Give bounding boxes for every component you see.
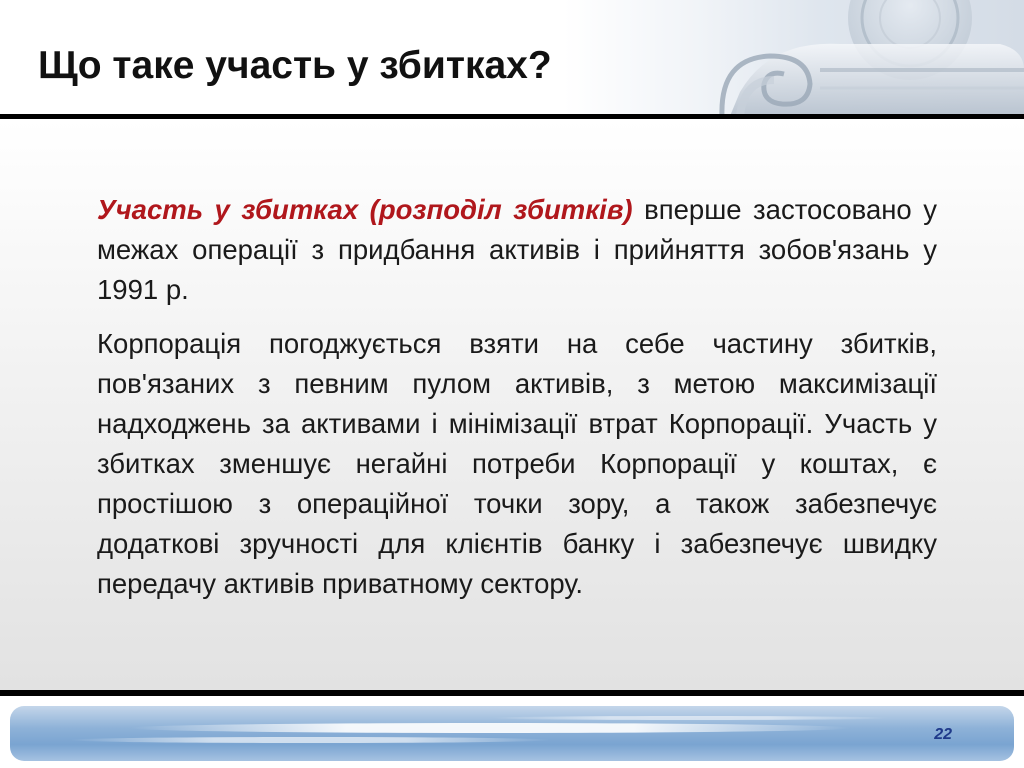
paragraph-1-text: вперше застосовано у межах операції з придбання активів і прийняття зобов'язань у 1991 р. [97,194,937,305]
paragraph-2: Корпорація погоджується взяти на себе частину збитків, пов'язаних з певним пулом активів, з метою максимізації надходжень за активами і мінімізації втрат Корпорації. Участь у збитках зменшує негайні потреби Корпорації у коштах, є простішою з операційної точки зору, а також забезпечує додаткові зручності для клієнтів банку і забезпечує швидку передачу активів приватному сектору. [97,328,937,599]
defined-term: Участь у збитках (розподіл збитків) [97,194,633,225]
light-streak-decoration [10,706,1014,761]
slide-body [97,190,937,604]
page-number: 22 [934,726,952,743]
slide-header [0,0,1024,116]
seal-and-column-decoration [700,0,1024,116]
footer-band [10,706,1014,761]
paragraph-1 [97,190,937,310]
slide-footer [0,696,1024,768]
slide-title: Що таке участь у збитках? [38,44,552,87]
